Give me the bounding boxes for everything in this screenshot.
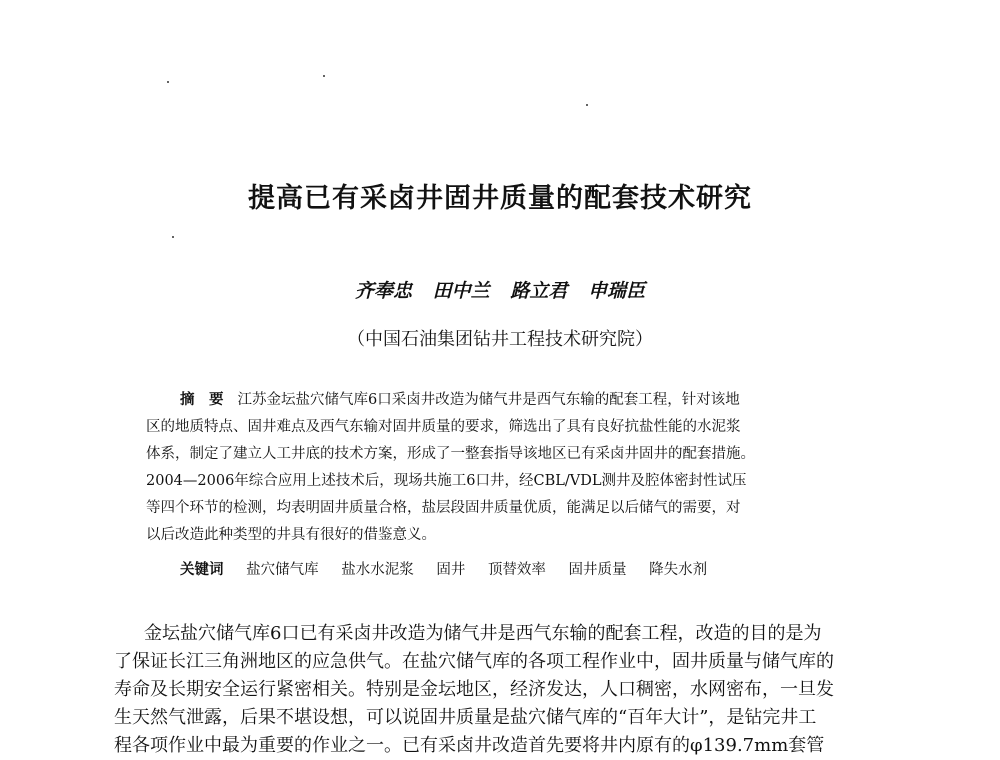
author-name: 申瑞臣 <box>587 280 645 302</box>
body-line: 寿命及长期安全运行紧密相关。特别是金坛地区，经济发达，人口稠密，水网密布，一旦发 <box>114 679 834 700</box>
author-list <box>0 276 1000 303</box>
keyword: 降失水剂 <box>649 562 708 578</box>
body-text <box>114 620 914 760</box>
body-line: 金坛盐穴储气库6口已有采卤井改造为储气井是西气东输的配套工程，改造的目的是为 <box>144 623 822 644</box>
keyword: 固井质量 <box>568 562 627 578</box>
keyword: 顶替效率 <box>487 562 546 578</box>
scan-speck <box>172 236 174 238</box>
abstract-line: 等四个环节的检测，均表明固井质量合格，盐层段固井质量优质，能满足以后储气的需要，对 <box>146 500 741 516</box>
author-name: 路立君 <box>510 280 568 302</box>
abstract-line: 体系，制定了建立人工井底的技术方案，形成了一整套指导该地区已有采卤井固井的配套措施。 <box>146 446 755 462</box>
author-name: 田中兰 <box>432 280 490 302</box>
keyword: 固井 <box>436 562 466 578</box>
keywords-label: 关键词 <box>180 561 224 578</box>
abstract-line: 以后改造此种类型的井具有很好的借鉴意义。 <box>146 527 436 543</box>
body-line: 生天然气泄露，后果不堪设想，可以说固井质量是盐穴储气库的“百年大计”，是钻完井工 <box>114 707 817 728</box>
author-name: 齐奉忠 <box>355 280 413 302</box>
body-line: 了保证长江三角洲地区的应急供气。在盐穴储气库的各项工程作业中，固井质量与储气库的 <box>114 651 834 672</box>
abstract-line: 2004—2006年综合应用上述技术后，现场共施工6口井，经CBL/VDL测井及腔体密封性试压 <box>146 473 747 489</box>
scan-speck <box>167 81 169 83</box>
keyword: 盐水水泥浆 <box>341 562 414 578</box>
scan-speck <box>323 75 325 77</box>
abstract-label: 摘 要 <box>180 391 224 408</box>
paper-title: 提高已有采卤井固井质量的配套技术研究 <box>248 183 752 214</box>
abstract <box>146 386 876 549</box>
keywords <box>180 558 707 579</box>
abstract-line: 区的地质特点、固井难点及西气东输对固井质量的要求，筛选出了具有良好抗盐性能的水泥浆 <box>146 419 741 435</box>
abstract-line: 摘 要 江苏金坛盐穴储气库6口采卤井改造为储气井是西气东输的配套工程，针对该地 <box>180 391 740 408</box>
body-line: 程各项作业中最为重要的作业之一。已有采卤井改造首先要将井内原有的φ139.7mm套管 <box>114 735 825 756</box>
scan-speck <box>586 104 588 106</box>
affiliation: （中国石油集团钻井工程技术研究院） <box>347 329 653 350</box>
keyword: 盐穴储气库 <box>246 562 319 578</box>
